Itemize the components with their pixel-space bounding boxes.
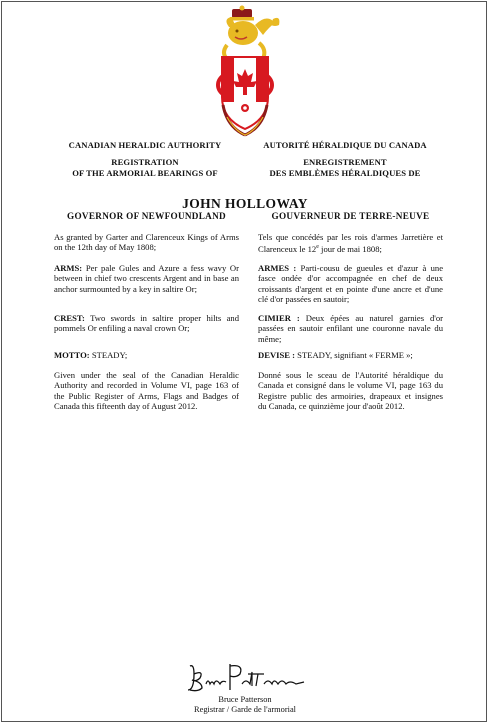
motto-label-fr: DEVISE : bbox=[258, 350, 296, 360]
registrar-name: Bruce Patterson bbox=[218, 695, 272, 704]
closing-text-en: Given under the seal of the Canadian Heraldic Authority and recorded in Volume VI, page 163 of the Public Register of Arms, Flags and Badges of Canada this fifteenth day of August 2012. bbox=[54, 370, 239, 411]
arms-blazon-fr bbox=[258, 263, 443, 304]
heraldic-authority-emblem bbox=[205, 5, 285, 140]
crest-text-fr: Deux épées au naturel garnies d'or passées en sautoir enfilant une couronne navale du même; bbox=[258, 313, 443, 344]
arms-text-en: Per pale Gules and Azure a fess wavy Or between in chief two crescents Argent and in base an anchor surmounted by a key in saltire Or; bbox=[54, 263, 240, 294]
motto-en bbox=[54, 350, 239, 360]
crest-label-fr: CIMIER : bbox=[258, 313, 300, 323]
grant-text-fr-a: Tels que concédés par les rois d'armes Jarretière et Clarenceux le 12 bbox=[258, 232, 443, 255]
arms-label-en: ARMS: bbox=[54, 263, 83, 273]
crest-label-en: CREST: bbox=[54, 313, 85, 323]
header-authority-fr: AUTORITÉ HÉRALDIQUE DU CANADA bbox=[263, 140, 427, 150]
lion-icon bbox=[224, 17, 279, 59]
grant-text-fr-sup: e bbox=[316, 244, 319, 251]
grant-text-fr bbox=[258, 232, 443, 254]
office-title-fr: GOUVERNEUR DE TERRE-NEUVE bbox=[271, 211, 430, 221]
registrar-signature bbox=[180, 660, 310, 694]
crest-text-en: Two swords in saltire proper hilts and pommels Or enfiling a naval crown Or; bbox=[54, 313, 240, 334]
crest-blazon-en bbox=[54, 313, 239, 334]
motto-text-en: STEADY; bbox=[91, 350, 128, 360]
motto-fr bbox=[258, 350, 443, 360]
grant-text-fr-b: jour de mai 1808; bbox=[318, 244, 382, 255]
armiger-name: JOHN HOLLOWAY bbox=[182, 196, 308, 211]
arms-label-fr: ARMES : bbox=[258, 263, 297, 273]
crest-blazon-fr bbox=[258, 313, 443, 344]
header-registration-fr-line2: DES EMBLÈMES HÉRALDIQUES DE bbox=[269, 168, 421, 178]
crown-icon bbox=[230, 6, 254, 21]
registrar-title: Registrar / Garde de l'armorial bbox=[194, 705, 296, 714]
closing-text-fr: Donné sous le sceau de l'Autorité héraldique du Canada et consigné dans le volume VI, page 163 du Registre public des armoiries, drapeaux et insignes du Canada, ce quinzième jour d'août 2012. bbox=[258, 370, 443, 411]
arms-text-fr: Parti-cousu de gueules et d'azur à une fasce ondée d'or accompagnée en chef de deux croissants d'argent et en pointe d'une ancre et d'une clé d'or passées en sautoir; bbox=[258, 263, 444, 304]
header-registration-fr-line1: ENREGISTREMENT bbox=[303, 157, 387, 167]
arms-blazon-en bbox=[54, 263, 239, 294]
grant-text-en: As granted by Garter and Clarenceux Kings of Arms on the 12th day of May 1808; bbox=[54, 232, 239, 253]
header-registration-en-line2: OF THE ARMORIAL BEARINGS OF bbox=[72, 168, 218, 178]
registrar-block bbox=[0, 695, 490, 715]
header-authority-en: CANADIAN HERALDIC AUTHORITY bbox=[68, 140, 222, 150]
motto-label-en: MOTTO: bbox=[54, 350, 90, 360]
office-title-en: GOVERNOR OF NEWFOUNDLAND bbox=[67, 211, 226, 221]
motto-text-fr: STEADY, signifiant « FERME »; bbox=[297, 350, 413, 360]
header-registration-en-line1: REGISTRATION bbox=[111, 157, 179, 167]
